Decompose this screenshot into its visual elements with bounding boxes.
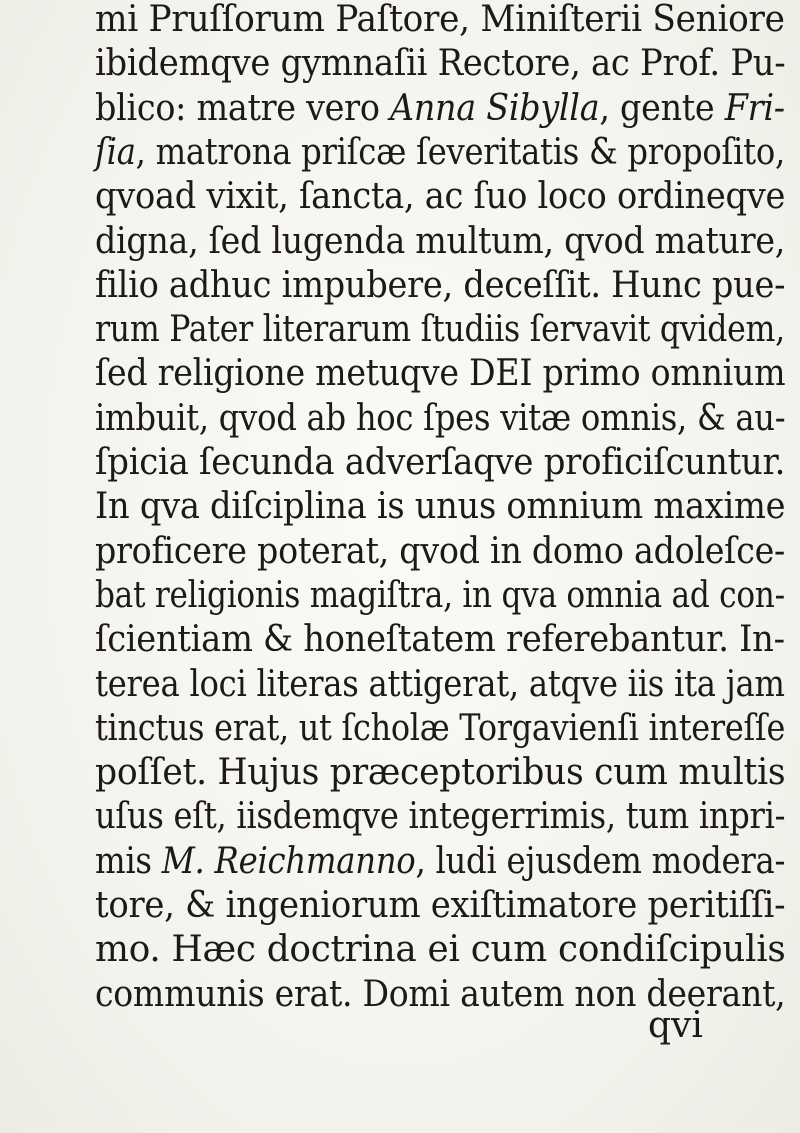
italic-text: ſia bbox=[95, 131, 136, 173]
text-line bbox=[95, 176, 786, 218]
text-run: , gente bbox=[599, 87, 725, 129]
text-run: uſus eſt, iisdemqve integerrimis, tum inpri- bbox=[95, 796, 786, 838]
text-run: ſed religione metuqve DEI primo omnium bbox=[95, 353, 786, 395]
text-line bbox=[95, 530, 786, 572]
text-line bbox=[95, 43, 786, 85]
text-run: In qva diſciplina is unus omnium maxime bbox=[95, 486, 786, 528]
text-run: ſcientiam & honeſtatem referebantur. In- bbox=[95, 619, 785, 661]
text-line bbox=[95, 442, 786, 483]
text-run: ibidemqve gymnaſii Rectore, ac Prof. Pu- bbox=[95, 43, 786, 85]
text-run: , matrona priſcæ ſeveritatis & propoſito, bbox=[135, 131, 785, 173]
text-run: ſpicia ſecunda adverſaqve proficiſcuntur. bbox=[95, 442, 786, 483]
text-run: filio adhuc impubere, deceſſit. Hunc pue- bbox=[95, 264, 786, 306]
text-run: qvoad vixit, ſancta, ac ſuo loco ordineqve bbox=[95, 176, 786, 218]
text-line bbox=[95, 264, 786, 306]
text-line bbox=[95, 707, 786, 749]
text-line bbox=[95, 220, 786, 262]
text-run: tore, & ingeniorum exiſtimatore peritiſſi- bbox=[95, 885, 786, 926]
text-line bbox=[95, 929, 786, 971]
text-line bbox=[95, 2, 785, 38]
text-line bbox=[95, 840, 786, 882]
text-line bbox=[95, 309, 785, 351]
text-run: rum Pater literarum ſtudiis ſervavit qvidem, bbox=[95, 309, 785, 351]
text-line bbox=[95, 131, 785, 173]
catchword: qvi bbox=[648, 1005, 703, 1046]
text-run: blico: matre vero bbox=[95, 87, 390, 129]
text-line bbox=[95, 752, 786, 794]
text-line bbox=[95, 663, 785, 705]
text-line bbox=[95, 87, 785, 129]
text-run: imbuit, qvod ab hoc ſpes vitæ omnis, & au- bbox=[95, 397, 786, 439]
text-run: mo. Hæc doctrina ei cum condiſcipulis bbox=[95, 929, 786, 971]
text-line bbox=[95, 885, 786, 926]
text-run: proficere poterat, qvod in domo adoleſce- bbox=[95, 530, 786, 572]
text-run: digna, ſed lugenda multum, qvod mature, bbox=[95, 220, 786, 262]
text-run: bat religionis magiſtra, in qva omnia ad con- bbox=[95, 574, 785, 616]
italic-text: Fri- bbox=[724, 87, 785, 129]
text-line bbox=[95, 619, 785, 661]
text-line bbox=[95, 796, 786, 838]
text-line bbox=[95, 353, 786, 395]
text-run: communis erat. Domi autem non deerant, bbox=[95, 973, 786, 1015]
text-run: terea loci literas attigerat, atqve iis ita jam bbox=[95, 663, 785, 705]
text-run: mi Pruſſorum Paſtore, Miniſterii Seniore bbox=[95, 0, 785, 40]
text-line bbox=[95, 574, 785, 616]
text-run: mis bbox=[95, 840, 162, 882]
text-run: , ludi ejusdem modera- bbox=[415, 840, 786, 882]
text-run: tinctus erat, ut ſcholæ Torgavienſi intereſſe bbox=[95, 707, 786, 749]
italic-text: M. Reichmanno bbox=[161, 840, 416, 882]
text-line bbox=[95, 397, 786, 439]
italic-text: Anna Sibylla bbox=[389, 87, 600, 129]
text-line bbox=[95, 486, 786, 528]
text-run: poſſet. Hujus præceptoribus cum multis bbox=[95, 752, 786, 794]
